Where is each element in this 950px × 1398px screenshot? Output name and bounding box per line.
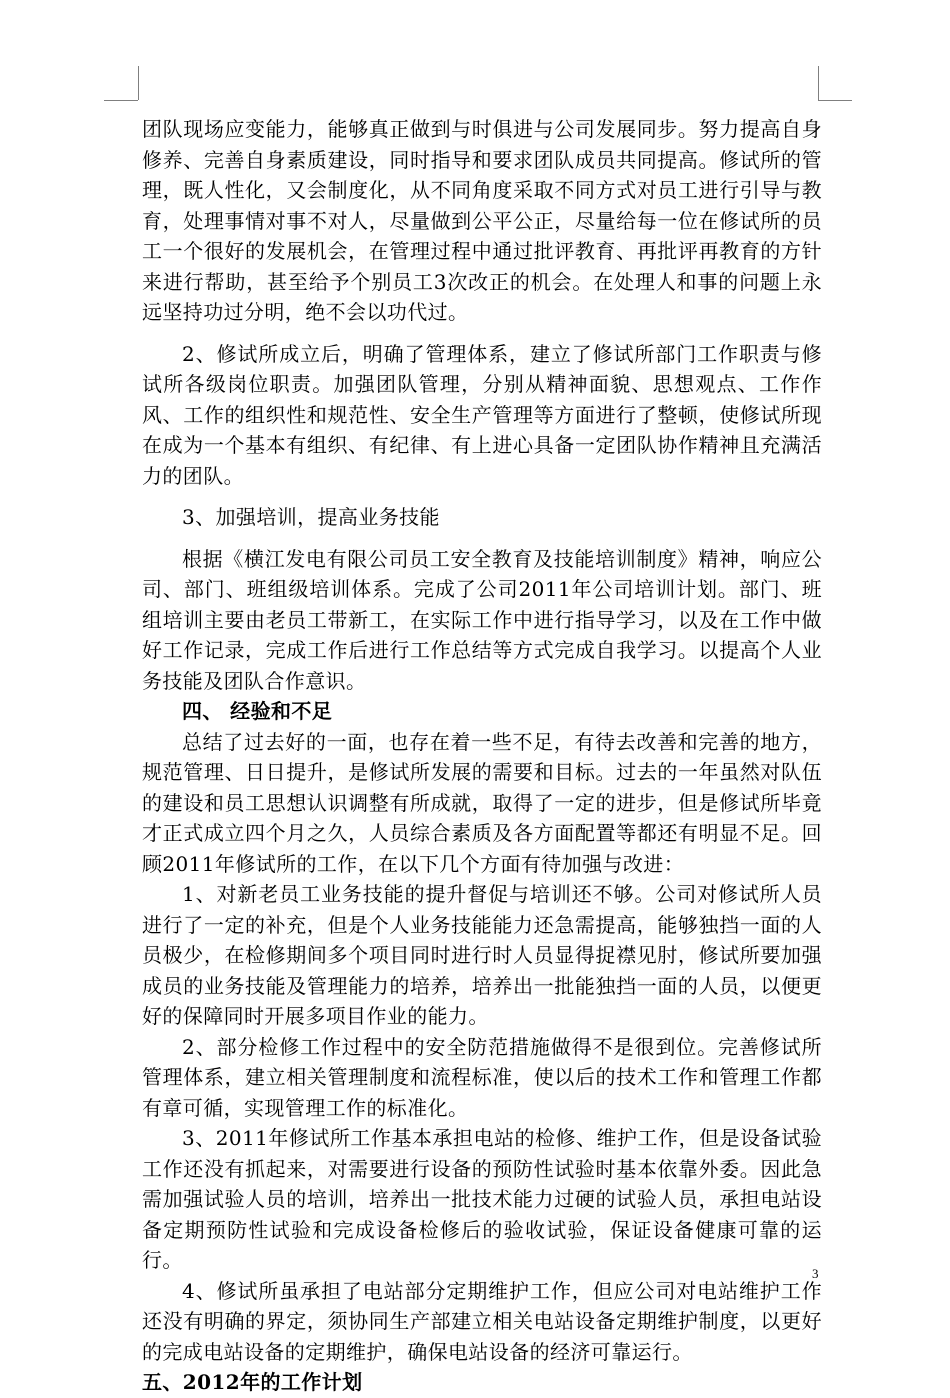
paragraph-management-system: 2、修试所成立后，明确了管理体系，建立了修试所部门工作职责与修试所各级岗位职责。加强团队管理，分别从精神面貌、思想观点、工作作风、工作的组织性和规范性、安全生产管理等方面进行了整顿，使修试所现在成为一个基本有组织、有纪律、有上进心具备一定团队协作精神且充满活力的团队。 (142, 341, 822, 488)
section-heading-plan: 五、2012年的工作计划 (142, 1370, 363, 1394)
paragraph-item-1: 1、对新老员工业务技能的提升督促与培训还不够。公司对修试所人员进行了一定的补充，但是个人业务技能能力还急需提高，能够独挡一面的人员极少，在检修期间多个项目同时进行时人员显得捉襟见肘，修试所要加强成员的业务技能及管理能力的培养，培养出一批能独挡一面的人员，以便更好的保障同时开展多项目作业的能力。 (142, 882, 822, 1028)
paragraph-item-2: 2、部分检修工作过程中的安全防范措施做得不是很到位。完善修试所管理体系，建立相关管理制度和流程标准，使以后的技术工作和管理工作都有章可循，实现管理工作的标准化。 (142, 1034, 822, 1120)
page-number: 3 (812, 1266, 819, 1281)
paragraph-item-3: 3、2011年修试所工作基本承担电站的检修、维护工作，但是设备试验工作还没有抓起来，对需要进行设备的预防性试验时基本依靠外委。因此急需加强试验人员的培训，培养出一批技术能力过硬的试验人员，承担电站设备定期预防性试验和完成设备检修后的验收试验，保证设备健康可靠的运行。 (142, 1126, 822, 1272)
corner-crop-mark-top-left (104, 66, 144, 106)
document-body (142, 114, 822, 1398)
paragraph-team-management: 团队现场应变能力，能够真正做到与时俱进与公司发展同步。努力提高自身修养、完善自身素质建设，同时指导和要求团队成员共同提高。修试所的管理，既人性化，又会制度化，从不同角度采取不同方式对员工进行引导与教育，处理事情对事不对人，尽量做到公平公正，尽量给每一位在修试所的员工一个很好的发展机会，在管理过程中通过批评教育、再批评再教育的方针来进行帮助，甚至给予个别员工3次改正的机会。在处理人和事的问题上永远坚持功过分明，绝不会以功代过。 (142, 117, 822, 324)
paragraph-summary: 总结了过去好的一面，也存在着一些不足，有待去改善和完善的地方，规范管理、日日提升，是修试所发展的需要和目标。过去的一年虽然对队伍的建设和员工思想认识调整有所成就，取得了一定的进步，但是修试所毕竟才正式成立四个月之久，人员综合素质及各方面配置等都还有明显不足。回顾2011年修试所的工作，在以下几个方面有待加强与改进： (142, 729, 822, 876)
paragraph-training-heading: 3、加强培训，提高业务技能 (182, 505, 440, 529)
paragraph-training-detail: 根据《横江发电有限公司员工安全教育及技能培训制度》精神，响应公司、部门、班组级培训体系。完成了公司2011年公司培训计划。部门、班组培训主要由老员工带新工，在实际工作中进行指导学习，以及在工作中做好工作记录，完成工作后进行工作总结等方式完成自我学习。以提高个人业务技能及团队合作意识。 (142, 546, 822, 693)
paragraph-item-4: 4、修试所虽承担了电站部分定期维护工作，但应公司对电站维护工作还没有明确的界定，须协同生产部建立相关电站设备定期维护制度，以更好的完成电站设备的定期维护，确保电站设备的经济可靠运行。 (142, 1278, 822, 1364)
section-heading-experience: 四、 经验和不足 (182, 699, 333, 723)
corner-crop-mark-top-right (812, 66, 852, 106)
